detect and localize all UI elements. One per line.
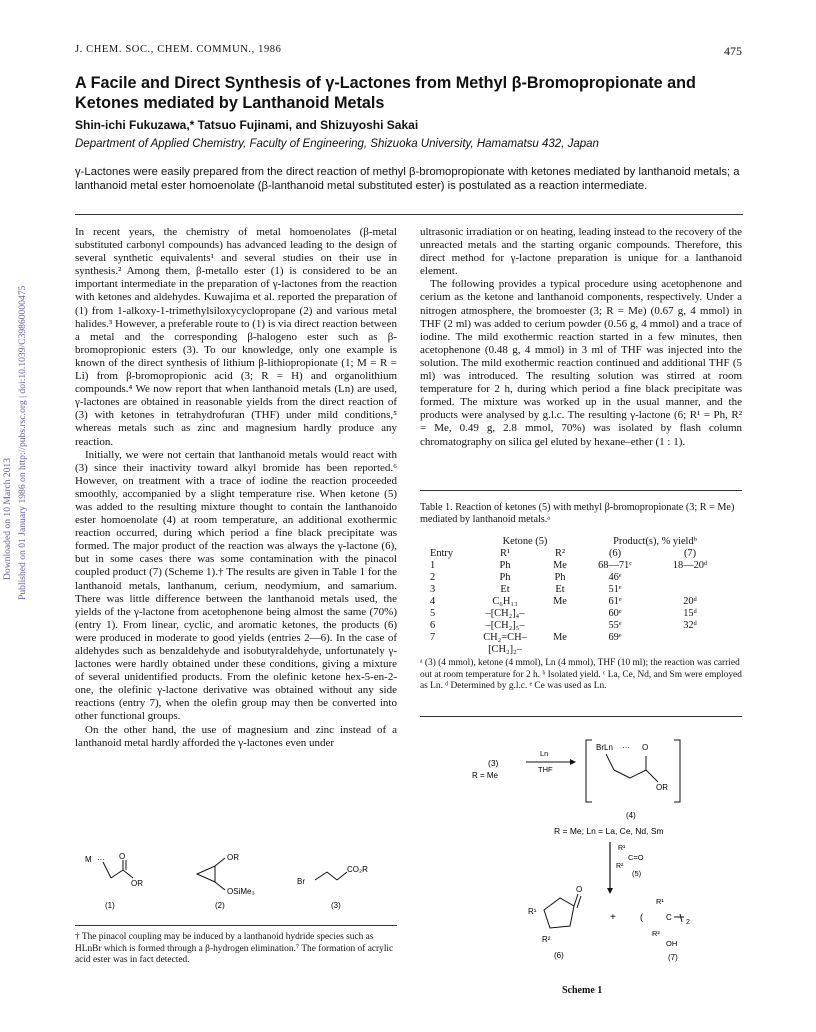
- table-1-caption: Table 1. Reaction of ketones (5) with methyl β-bromopropionate (3; R = Me) mediated by lanthanoid metals.ᵃ: [420, 502, 735, 526]
- cell-p7: [650, 584, 730, 596]
- pinacol-sub: 2: [686, 919, 690, 926]
- table-1-grid: [430, 536, 730, 656]
- intermediate-or: OR: [656, 783, 668, 792]
- cell-r2: Et: [555, 584, 565, 595]
- cell-r1: –[CH₂]₅–: [485, 620, 525, 631]
- article-abstract: γ-Lactones were easily prepared from the direct reaction of methyl β-bromopropionate with ketones mediated by lanthanoid metals; a lanthanoid metal ester homoenolate (β-lanthanoid metal substituted ester) is postulated as a reaction intermediate.: [75, 166, 740, 193]
- paragraph: ultrasonic irradiation or on heating, leading instead to the recovery of the unreacted metals and the starting organic compounds. Therefore, this direct method for γ-lactone preparation is unique for a lanthanoid element.: [420, 226, 742, 278]
- s1-m: M: [85, 855, 92, 864]
- paragraph: In recent years, the chemistry of metal homoenolates (β-metal substituted carbonyl compounds) has advanced leading to the design of several synthetic equivalents¹ and several studies on their use in synthesis.² Among them, β-metallo ester (1) is considered to be an important intermediate in the preparation of γ-lactones from the reaction with ketones and aldehydes. Kuwajima et al. reported the preparation of (1) from 1-alkoxy-1-trimethylsiloxycyclopropane (2) and various metal halides.³ However, a preferable route to (1) is via direct reaction between a metal and the corresponding β-halogeno ester such as β-bromopropionic esters (3). To our knowledge, only one example is known of the direct synthesis of lithium β-lithiopropionate (1; M = R = Li) from β-bromopropionic acid (3; R = H) and organolithium compounds.⁴ We now report that when lanthanoid metals (Ln) are used, γ-lactones are obtained in reasonable yields from the direct reaction of (3) with ketones in tetrahydrofuran (THF) under mild conditions,⁵ whereas metals such as zinc and magnesium hardly produce any reaction.: [75, 226, 397, 448]
- download-sidebar: [2, 260, 28, 680]
- intermediate-dots: ···: [622, 743, 630, 752]
- head-entry: Entry: [430, 548, 454, 559]
- s1-or: OR: [131, 879, 143, 888]
- cell-p7: [650, 572, 730, 584]
- cell-r2: Me: [553, 596, 567, 607]
- table-row: [430, 584, 730, 596]
- s1-label: (1): [105, 901, 115, 910]
- cell-r2: Me: [553, 632, 567, 643]
- s1-o: O: [119, 852, 126, 861]
- intermediate-label: (4): [626, 811, 636, 820]
- cell-p7: 18—20ᵈ: [672, 560, 708, 571]
- ketone-label: (5): [632, 869, 642, 878]
- cell-r2: Me: [553, 560, 567, 571]
- cell-p7: [650, 632, 730, 656]
- scheme-top-rule: [420, 716, 742, 717]
- cell-entry: 6: [430, 620, 436, 631]
- arrow-label-bottom: THF: [538, 765, 553, 774]
- cell-p6: 61ᵉ: [608, 596, 622, 607]
- s2-osime3: OSiMe₃: [227, 887, 255, 896]
- ketone-r1: R¹: [618, 845, 626, 852]
- footnote-rule: [75, 925, 397, 926]
- head-r1: R¹: [499, 548, 511, 559]
- lactone-ring: [544, 894, 581, 928]
- group-product: Product(s), % yieldᵇ: [613, 536, 697, 547]
- arrow-label-top: Ln: [540, 749, 549, 758]
- table-1: [430, 536, 730, 656]
- table-body: [430, 560, 730, 656]
- cell-p6: 68—71ᶜ: [598, 560, 632, 571]
- cell-entry: 3: [430, 584, 436, 595]
- cell-r1: Et: [500, 584, 510, 595]
- pinacol-label: (7): [668, 953, 678, 962]
- head-r2: R²: [554, 548, 566, 559]
- cell-p6: 69ᵉ: [608, 632, 622, 643]
- table-1-footnotes: ᵃ (3) (4 mmol), ketone (4 mmol), Ln (4 mmol), THF (10 ml); the reaction was carried out at room temperature for 2 h. ᵇ Isolated yield. ᶜ La, Ce, Nd, and Sm were employed as Ln. ᵈ Determined by g.l.c. ᵉ Ce was used as Ln.: [420, 658, 742, 691]
- table-header-row: [430, 548, 730, 560]
- cell-r2: [540, 620, 580, 632]
- downloaded-note[interactable]: Downloaded on 10 March 2013: [2, 457, 13, 580]
- cell-p7: 15ᵈ: [683, 608, 697, 619]
- article-affiliation: Department of Applied Chemistry, Faculty of Engineering, Shizuoka University, Hamamatsu 432, Japan: [75, 138, 599, 150]
- cell-r2: Ph: [554, 572, 566, 583]
- pinacol-tail: [680, 914, 682, 922]
- cell-r1: CH₂=CH–[CH₂]₂–: [483, 632, 527, 655]
- scheme-1-svg: [420, 736, 742, 986]
- lactone-label: (6): [554, 951, 564, 960]
- table-group-header: [430, 536, 730, 548]
- scheme-conditions: R = Me; Ln = La, Ce, Nd, Sm: [554, 826, 664, 836]
- scheme-1-label: Scheme 1: [562, 985, 603, 996]
- table-row: [430, 572, 730, 584]
- lactone-r2: R²: [542, 935, 551, 944]
- cell-p6: 46ᵉ: [608, 572, 622, 583]
- cell-p6: 55ᵉ: [608, 620, 622, 631]
- pinacol-r2: R²: [652, 929, 660, 938]
- structure-1: [103, 860, 133, 878]
- intermediate-brln: BrLn: [596, 743, 613, 752]
- scheme-arrow-1-head: [570, 759, 576, 765]
- s2-or: OR: [227, 853, 239, 862]
- running-header: J. CHEM. SOC., CHEM. COMMUN., 1986: [75, 44, 282, 55]
- group-ketone: Ketone (5): [502, 536, 548, 547]
- structure-3: [315, 872, 347, 880]
- scheme-reactant: (3): [488, 758, 499, 768]
- cell-p6: 51ᵉ: [608, 584, 622, 595]
- intermediate-o: O: [642, 743, 649, 752]
- structures-svg: [75, 850, 397, 910]
- head-p7: (7): [683, 548, 697, 559]
- s3-co2r: CO₂R: [347, 865, 368, 874]
- pinacol-oh: OH: [666, 939, 678, 948]
- cell-p7: 20ᵈ: [683, 596, 697, 607]
- cell-p6: 60ᵉ: [608, 608, 622, 619]
- article-title: A Facile and Direct Synthesis of γ-Lactones from Methyl β-Bromopropionate and Ketones mediated by Lanthanoid Metals: [75, 74, 696, 112]
- s3-label: (3): [331, 901, 341, 910]
- lactone-o: O: [576, 885, 583, 894]
- structures-figure: [75, 850, 397, 910]
- cell-entry: 4: [430, 596, 436, 607]
- cell-p7: 32ᵈ: [683, 620, 697, 631]
- cell-r1: Ph: [499, 572, 511, 583]
- page-number: 475: [724, 44, 742, 58]
- cell-r2: [540, 608, 580, 620]
- footnote-dagger: † The pinacol coupling may be induced by a lanthanoid hydride species such as HLnBr which is formed through a β-hydrogen elimination.⁷ The formation of acrylic acid ester was in fact detected.: [75, 932, 394, 965]
- pinacol-c: C: [666, 913, 672, 922]
- paragraph: On the other hand, the use of magnesium and zinc instead of a lanthanoid metal hardly afforded the γ-lactones even under: [75, 723, 397, 749]
- paragraph: Initially, we were not certain that lanthanoid metals would react with (3) since their inactivity toward alkyl bromide has been reported.⁶ However, on treatment with a trace of iodine the reaction proceeded smoothly, accompanied by a slight temperature rise. When ketone (5) was added to the resulting mixture thought to contain the lanthanoido ester homoenolate (4) at room temperature, an additional exothermic reaction occurred, during which period a fine black precipitate was formed. The major product of the reaction was always the γ-lactone (6), but in some cases there was some contamination with the pinacol coupled product (7) (Scheme 1).† The results are given in Table 1 for the lanthanoid metals, lanthanum, cerium, neodymium, and samarium. There was little difference between the lanthanoid metals used, the yields of the γ-lactone from acetophenone being almost the same (70%) (entry 1). From linear, cyclic, and aromatic ketones, the products (6) were produced in moderate to good yields (entries 2—6). In the case of aldehydes such as benzaldehyde and isobutyraldehyde, unfortunately γ-lactones were hardly obtained under these conditions, giving a mixture of several unidentified products. From the olefinic ketone hex-5-en-2-one, the olefinic γ-lactone derivative was obtained without any side reactions (entry 7), when the olefin group may then be converted into other functional groups.: [75, 448, 397, 723]
- structure-2: [197, 858, 225, 890]
- cell-r1: –[CH₂]₄–: [485, 608, 525, 619]
- cell-entry: 5: [430, 608, 436, 619]
- pinacol-r1: R¹: [656, 897, 664, 906]
- scheme-plus: +: [610, 912, 616, 923]
- table-top-rule: [420, 490, 742, 491]
- cell-r1: C₆H₁₃: [492, 596, 518, 607]
- table-row: [430, 632, 730, 656]
- cell-entry: 7: [430, 632, 436, 643]
- abstract-rule: [75, 214, 743, 215]
- table-row: [430, 596, 730, 608]
- body-column-right: [420, 226, 742, 449]
- pinacol-paren: (: [640, 912, 643, 922]
- body-column-left: [75, 226, 397, 750]
- head-p6: (6): [608, 548, 622, 559]
- ketone-r2: R²: [616, 863, 624, 870]
- scheme-1: [420, 736, 742, 986]
- cell-r1: Ph: [499, 560, 511, 571]
- s1-dots: ···: [97, 855, 105, 864]
- cell-entry: 1: [430, 560, 436, 571]
- table-row: [430, 620, 730, 632]
- lactone-r1: R¹: [528, 907, 537, 916]
- s3-br: Br: [297, 877, 305, 886]
- cell-entry: 2: [430, 572, 436, 583]
- table-row: [430, 608, 730, 620]
- ketone-co: C=O: [628, 853, 644, 862]
- scheme-arrow-2-head: [607, 888, 613, 894]
- paragraph: The following provides a typical procedure using acetophenone and cerium as the ketone and lanthanoid components, respectively. Under a nitrogen atmosphere, the bromoester (3; R = Me) (0.67 g, 4 mmol) in THF (2 ml) was added to cerium powder (0.56 g, 4 mmol) and a trace of iodine. The mild exothermic reaction started in a few minutes, then acetophenone (0.48 g, 4 mmol) in 3 ml of THF was injected into the solution. The mild exothermic reaction continued and additional THF (5 ml) was introduced. The resulting solution was stirred at room temperature for 2 h, during which period a fine black precipitate was formed. The mixture was worked up in the usual manner, and the products were analysed by g.l.c. The resulting γ-lactone (6; R¹ = Ph, R² = Me, 0.49 g, 2.8 mmol, 70%) was isolated by flash column chromatography on silica gel eluted by hexane–ether (1 : 1).: [420, 278, 742, 448]
- published-note[interactable]: Published on 01 January 1986 on http://pubs.rsc.org | doi:10.1039/C39860000475: [17, 285, 28, 600]
- table-row: [430, 560, 730, 572]
- scheme-reactant-cond: R = Me: [472, 771, 499, 780]
- article-authors: Shin-ichi Fukuzawa,* Tatsuo Fujinami, and Shizuyoshi Sakai: [75, 118, 419, 132]
- s2-label: (2): [215, 901, 225, 910]
